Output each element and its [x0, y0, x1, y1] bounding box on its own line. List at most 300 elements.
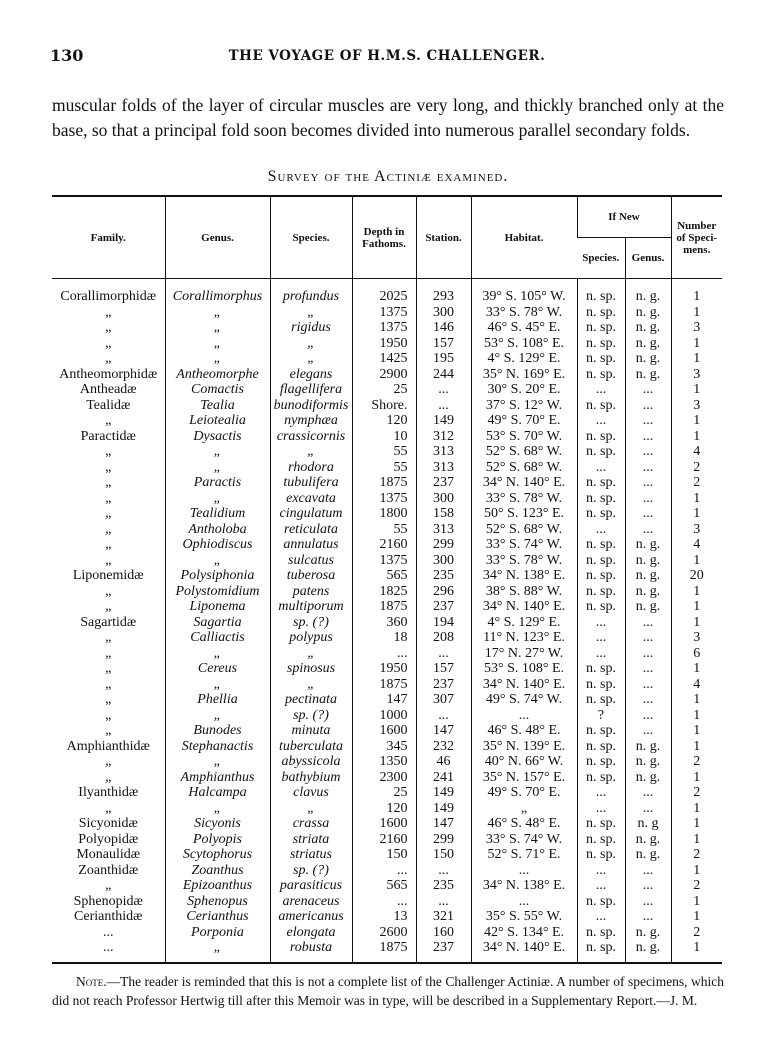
cell-specimens: 1: [671, 506, 722, 522]
cell-depth: 565: [352, 878, 416, 894]
cell-new-genus: ...: [625, 491, 671, 507]
cell-specimens: 2: [671, 878, 722, 894]
cell-species: tuberculata: [270, 739, 352, 755]
cell-station: 208: [416, 630, 471, 646]
cell-station: 46: [416, 754, 471, 770]
cell-depth: 2160: [352, 832, 416, 848]
cell-depth: 10: [352, 429, 416, 445]
cell-habitat: 52° S. 68° W.: [471, 460, 577, 476]
cell-depth: 1825: [352, 584, 416, 600]
cell-new-genus: n. g.: [625, 925, 671, 941]
table-row: [52, 491, 722, 507]
cell-species: bathybium: [270, 770, 352, 786]
header-family: Family.: [52, 196, 165, 279]
cell-specimens: 20: [671, 568, 722, 584]
cell-family: Cerianthidæ: [74, 909, 143, 924]
cell-family: „: [105, 475, 112, 490]
cell-family: Corallimorphidæ: [60, 289, 157, 304]
table-row: [52, 630, 722, 646]
cell-depth: 2300: [352, 770, 416, 786]
header-if-new: If New: [577, 196, 671, 238]
cell-habitat: 53° S. 70° W.: [471, 429, 577, 445]
cell-depth: 55: [352, 460, 416, 476]
cell-family: „: [105, 599, 112, 614]
cell-station: 194: [416, 615, 471, 631]
cell-family: „: [105, 413, 112, 428]
table-row: [52, 522, 722, 538]
cell-station: ...: [416, 708, 471, 724]
cell-family: „: [105, 335, 112, 351]
cell-genus: Liponema: [165, 599, 270, 615]
cell-station: 232: [416, 739, 471, 755]
cell-new-genus: n. g.: [625, 568, 671, 584]
cell-habitat: 34° N. 138° E.: [471, 568, 577, 584]
cell-depth: 565: [352, 568, 416, 584]
cell-specimens: 1: [671, 491, 722, 507]
table-row: [52, 723, 722, 739]
cell-depth: 2600: [352, 925, 416, 941]
cell-new-genus: ...: [625, 909, 671, 925]
cell-new-genus: ...: [625, 398, 671, 414]
cell-genus: Scytophorus: [165, 847, 270, 863]
cell-new-species: n. sp.: [577, 770, 625, 786]
cell-new-genus: ...: [625, 708, 671, 724]
cell-new-species: n. sp.: [577, 832, 625, 848]
cell-new-species: n. sp.: [577, 739, 625, 755]
cell-station: 237: [416, 475, 471, 491]
cell-genus: Cereus: [165, 661, 270, 677]
cell-new-species: n. sp.: [577, 279, 625, 305]
cell-depth: 1375: [352, 491, 416, 507]
cell-habitat: 46° S. 48° E.: [471, 816, 577, 832]
cell-family: Amphianthidæ: [66, 738, 150, 754]
cell-depth: 360: [352, 615, 416, 631]
cell-species: „: [270, 646, 352, 662]
table-row: [52, 537, 722, 553]
table-caption: Survey of the Actiniæ examined.: [267, 168, 509, 185]
table-row: [52, 336, 722, 352]
cell-station: ...: [416, 863, 471, 879]
cell-new-species: n. sp.: [577, 553, 625, 569]
page-number: 130: [50, 46, 84, 65]
cell-specimens: 2: [671, 460, 722, 476]
cell-family: „: [105, 351, 112, 366]
cell-new-species: n. sp.: [577, 398, 625, 414]
cell-new-genus: ...: [625, 522, 671, 538]
cell-habitat: ...: [471, 894, 577, 910]
table-row: [52, 305, 722, 321]
cell-depth: Shore.: [352, 398, 416, 414]
cell-depth: 55: [352, 522, 416, 538]
table-row: [52, 351, 722, 367]
cell-family: „: [105, 304, 112, 320]
cell-specimens: 1: [671, 336, 722, 352]
cell-family: „: [105, 630, 112, 645]
table-row: [52, 367, 722, 383]
cell-station: 158: [416, 506, 471, 522]
cell-specimens: 1: [671, 692, 722, 708]
cell-species: sp. (?): [270, 615, 352, 631]
cell-family: „: [105, 707, 112, 723]
cell-specimens: 2: [671, 925, 722, 941]
cell-family: „: [105, 444, 112, 459]
cell-new-species: n. sp.: [577, 537, 625, 553]
table-row: [52, 413, 722, 429]
table-row: [52, 816, 722, 832]
cell-depth: 18: [352, 630, 416, 646]
cell-new-genus: n. g.: [625, 367, 671, 383]
cell-habitat: 50° S. 123° E.: [471, 506, 577, 522]
cell-new-genus: n. g.: [625, 537, 671, 553]
cell-new-genus: n. g.: [625, 351, 671, 367]
cell-species: sp. (?): [270, 708, 352, 724]
cell-new-genus: n. g.: [625, 847, 671, 863]
cell-depth: 150: [352, 847, 416, 863]
table-row: [52, 599, 722, 615]
table-row: [52, 460, 722, 476]
cell-specimens: 1: [671, 584, 722, 600]
table-row: [52, 382, 722, 398]
cell-new-genus: ...: [625, 506, 671, 522]
cell-genus: Calliactis: [165, 630, 270, 646]
cell-species: elegans: [270, 367, 352, 383]
cell-family: „: [105, 754, 112, 769]
cell-new-genus: ...: [625, 785, 671, 801]
running-title: THE VOYAGE OF H.M.S. CHALLENGER.: [228, 48, 546, 64]
cell-specimens: 3: [671, 630, 722, 646]
cell-species: minuta: [270, 723, 352, 739]
cell-species: parasiticus: [270, 878, 352, 894]
cell-station: 313: [416, 522, 471, 538]
cell-new-species: n. sp.: [577, 568, 625, 584]
cell-station: ...: [416, 382, 471, 398]
table-row: [52, 553, 722, 569]
cell-habitat: 33° S. 74° W.: [471, 537, 577, 553]
header-station: Station.: [416, 196, 471, 279]
cell-specimens: 1: [671, 909, 722, 925]
cell-habitat: 52° S. 68° W.: [471, 522, 577, 538]
cell-new-genus: n. g.: [625, 599, 671, 615]
cell-genus: „: [165, 646, 270, 662]
cell-species: tubulifera: [270, 475, 352, 491]
cell-new-species: n. sp.: [577, 351, 625, 367]
cell-genus: Stephanactis: [165, 739, 270, 755]
table-row: [52, 909, 722, 925]
cell-specimens: 2: [671, 754, 722, 770]
cell-genus: Polysiphonia: [165, 568, 270, 584]
cell-new-species: n. sp.: [577, 444, 625, 460]
cell-new-species: n. sp.: [577, 506, 625, 522]
cell-family: Monaulidæ: [76, 847, 141, 862]
cell-depth: 147: [352, 692, 416, 708]
cell-new-species: ...: [577, 382, 625, 398]
cell-station: 160: [416, 925, 471, 941]
cell-new-species: ...: [577, 646, 625, 662]
cell-habitat: 53° S. 108° E.: [471, 661, 577, 677]
cell-genus: Ophiodiscus: [165, 537, 270, 553]
cell-depth: ...: [352, 894, 416, 910]
cell-species: rhodora: [270, 460, 352, 476]
table-row: [52, 708, 722, 724]
cell-depth: 25: [352, 382, 416, 398]
cell-habitat: 52° S. 71° E.: [471, 847, 577, 863]
cell-new-genus: ...: [625, 801, 671, 817]
cell-family: Antheomorphidæ: [59, 366, 158, 382]
cell-family: „: [105, 661, 112, 676]
cell-depth: 1800: [352, 506, 416, 522]
cell-specimens: 1: [671, 429, 722, 445]
cell-species: sulcatus: [270, 553, 352, 569]
cell-species: „: [270, 677, 352, 693]
cell-genus: Sagartia: [165, 615, 270, 631]
cell-new-species: n. sp.: [577, 367, 625, 383]
cell-habitat: 34° N. 138° E.: [471, 878, 577, 894]
cell-species: „: [270, 351, 352, 367]
cell-new-species: n. sp.: [577, 599, 625, 615]
running-header: [50, 46, 724, 66]
cell-new-species: ...: [577, 785, 625, 801]
cell-family: „: [105, 800, 112, 816]
cell-genus: Dysactis: [165, 429, 270, 445]
cell-station: 299: [416, 537, 471, 553]
cell-habitat: 35° S. 55° W.: [471, 909, 577, 925]
cell-station: ...: [416, 398, 471, 414]
cell-species: annulatus: [270, 537, 352, 553]
footnote: [52, 972, 724, 1010]
cell-habitat: 34° N. 140° E.: [471, 677, 577, 693]
table-row: [52, 615, 722, 631]
cell-species: striatus: [270, 847, 352, 863]
cell-habitat: 46° S. 48° E.: [471, 723, 577, 739]
table-row: [52, 692, 722, 708]
cell-species: tuberosa: [270, 568, 352, 584]
cell-new-species: ...: [577, 413, 625, 429]
cell-new-genus: ...: [625, 460, 671, 476]
cell-specimens: 2: [671, 475, 722, 491]
cell-genus: „: [165, 940, 270, 963]
cell-species: sp. (?): [270, 863, 352, 879]
cell-species: „: [270, 305, 352, 321]
cell-new-genus: ...: [625, 692, 671, 708]
cell-genus: Cerianthus: [165, 909, 270, 925]
cell-habitat: 34° N. 140° E.: [471, 940, 577, 963]
cell-new-species: n. sp.: [577, 925, 625, 941]
cell-species: flagellifera: [270, 382, 352, 398]
cell-habitat: 11° N. 123° E.: [471, 630, 577, 646]
cell-station: 149: [416, 413, 471, 429]
cell-habitat: 49° S. 70° E.: [471, 785, 577, 801]
cell-new-genus: n. g.: [625, 584, 671, 600]
cell-specimens: 1: [671, 801, 722, 817]
cell-station: 237: [416, 599, 471, 615]
cell-station: 300: [416, 491, 471, 507]
cell-specimens: 4: [671, 677, 722, 693]
table-row: [52, 863, 722, 879]
cell-station: 313: [416, 444, 471, 460]
cell-family: Liponemidæ: [72, 568, 144, 583]
cell-specimens: 2: [671, 785, 722, 801]
cell-new-genus: ...: [625, 863, 671, 879]
cell-new-species: n. sp.: [577, 692, 625, 708]
cell-family: Paractidæ: [80, 428, 136, 444]
cell-new-genus: n. g.: [625, 553, 671, 569]
cell-specimens: 1: [671, 305, 722, 321]
cell-genus: Sicyonis: [165, 816, 270, 832]
cell-new-genus: n. g.: [625, 832, 671, 848]
table-row: [52, 320, 722, 336]
cell-specimens: 1: [671, 863, 722, 879]
cell-specimens: 3: [671, 522, 722, 538]
cell-new-genus: n. g.: [625, 305, 671, 321]
cell-specimens: 1: [671, 708, 722, 724]
cell-genus: Epizoanthus: [165, 878, 270, 894]
cell-habitat: 52° S. 68° W.: [471, 444, 577, 460]
cell-family: Zoanthidæ: [78, 862, 139, 878]
cell-new-genus: ...: [625, 429, 671, 445]
header-new-species: Species.: [577, 238, 625, 279]
cell-family: „: [105, 676, 112, 692]
cell-specimens: 3: [671, 398, 722, 414]
cell-habitat: 34° N. 140° E.: [471, 475, 577, 491]
cell-habitat: 46° S. 45° E.: [471, 320, 577, 336]
note-label: Note.: [76, 974, 107, 989]
cell-genus: Antholoba: [165, 522, 270, 538]
cell-family: „: [105, 459, 112, 475]
cell-depth: 120: [352, 413, 416, 429]
cell-station: 157: [416, 336, 471, 352]
cell-new-species: n. sp.: [577, 754, 625, 770]
cell-new-genus: ...: [625, 677, 671, 693]
cell-new-species: ...: [577, 801, 625, 817]
cell-depth: 2160: [352, 537, 416, 553]
cell-new-genus: ...: [625, 723, 671, 739]
cell-genus: Antheomorphe: [165, 367, 270, 383]
cell-genus: Leiotealia: [165, 413, 270, 429]
cell-new-species: ?: [577, 708, 625, 724]
cell-new-genus: ...: [625, 646, 671, 662]
cell-depth: 1875: [352, 599, 416, 615]
cell-habitat: 30° S. 20° E.: [471, 382, 577, 398]
cell-station: 237: [416, 940, 471, 963]
cell-habitat: 34° N. 140° E.: [471, 599, 577, 615]
cell-station: 150: [416, 847, 471, 863]
cell-genus: „: [165, 801, 270, 817]
cell-specimens: 2: [671, 847, 722, 863]
cell-genus: Zoanthus: [165, 863, 270, 879]
cell-specimens: 4: [671, 444, 722, 460]
cell-habitat: 40° N. 66° W.: [471, 754, 577, 770]
note-text: —The reader is reminded that this is not a complete list of the Challenger Actiniæ. A number of specimens, which did not reach Professor Hertwig till after this Memoir was in type, will be described in a Supplementary Report.—J. M.: [52, 974, 724, 1008]
cell-station: 147: [416, 723, 471, 739]
cell-family: „: [105, 537, 112, 552]
cell-new-species: n. sp.: [577, 584, 625, 600]
cell-genus: Amphianthus: [165, 770, 270, 786]
cell-specimens: 1: [671, 279, 722, 305]
cell-station: 157: [416, 661, 471, 677]
cell-station: 312: [416, 429, 471, 445]
cell-species: bunodiformis: [270, 398, 352, 414]
cell-species: „: [270, 801, 352, 817]
cell-new-species: n. sp.: [577, 491, 625, 507]
header-number: Number of Speci-mens.: [671, 196, 722, 279]
cell-genus: Paractis: [165, 475, 270, 491]
cell-genus: Comactis: [165, 382, 270, 398]
cell-habitat: 53° S. 108° E.: [471, 336, 577, 352]
cell-species: spinosus: [270, 661, 352, 677]
cell-habitat: „: [471, 801, 577, 817]
cell-genus: „: [165, 754, 270, 770]
body-paragraph: muscular folds of the layer of circular muscles are very long, and thickly branched only at the base, so that a principal fold soon becomes divided into numerous parallel secondary folds.: [52, 95, 724, 140]
cell-new-genus: ...: [625, 661, 671, 677]
cell-new-species: n. sp.: [577, 847, 625, 863]
table-row: [52, 584, 722, 600]
cell-specimens: 1: [671, 739, 722, 755]
table-row: [52, 475, 722, 491]
table-row: [52, 894, 722, 910]
cell-new-genus: n. g: [625, 816, 671, 832]
cell-genus: „: [165, 444, 270, 460]
cell-new-species: ...: [577, 615, 625, 631]
cell-depth: 13: [352, 909, 416, 925]
cell-depth: 1950: [352, 661, 416, 677]
table-row: [52, 279, 722, 305]
cell-specimens: 1: [671, 553, 722, 569]
cell-family: „: [105, 490, 112, 506]
cell-station: 296: [416, 584, 471, 600]
cell-family: ...: [103, 940, 114, 955]
cell-species: crassa: [270, 816, 352, 832]
cell-new-genus: n. g.: [625, 336, 671, 352]
header-new-genus: Genus.: [625, 238, 671, 279]
cell-habitat: 4° S. 129° E.: [471, 615, 577, 631]
cell-new-species: n. sp.: [577, 677, 625, 693]
cell-new-genus: n. g.: [625, 739, 671, 755]
header-species: Species.: [270, 196, 352, 279]
cell-new-genus: n. g.: [625, 320, 671, 336]
cell-habitat: 39° S. 105° W.: [471, 279, 577, 305]
cell-family: „: [105, 552, 112, 568]
cell-depth: 1350: [352, 754, 416, 770]
table-row: [52, 785, 722, 801]
cell-genus: Porponia: [165, 925, 270, 941]
cell-family: „: [105, 320, 112, 335]
cell-genus: „: [165, 491, 270, 507]
cell-depth: 2025: [352, 279, 416, 305]
table-row: [52, 646, 722, 662]
header-habitat: Habitat.: [471, 196, 577, 279]
cell-family: „: [105, 521, 112, 537]
cell-habitat: 35° N. 157° E.: [471, 770, 577, 786]
cell-species: multiporum: [270, 599, 352, 615]
cell-depth: 1375: [352, 553, 416, 569]
table-row: [52, 801, 722, 817]
cell-depth: 1950: [352, 336, 416, 352]
cell-depth: 120: [352, 801, 416, 817]
cell-specimens: 1: [671, 599, 722, 615]
cell-new-species: n. sp.: [577, 723, 625, 739]
header-genus: Genus.: [165, 196, 270, 279]
table-row: [52, 661, 722, 677]
cell-depth: 55: [352, 444, 416, 460]
cell-species: patens: [270, 584, 352, 600]
cell-specimens: 3: [671, 367, 722, 383]
cell-genus: „: [165, 708, 270, 724]
cell-habitat: 37° S. 12° W.: [471, 398, 577, 414]
cell-habitat: ...: [471, 863, 577, 879]
cell-specimens: 4: [671, 537, 722, 553]
cell-depth: 1875: [352, 940, 416, 963]
table-row: [52, 739, 722, 755]
